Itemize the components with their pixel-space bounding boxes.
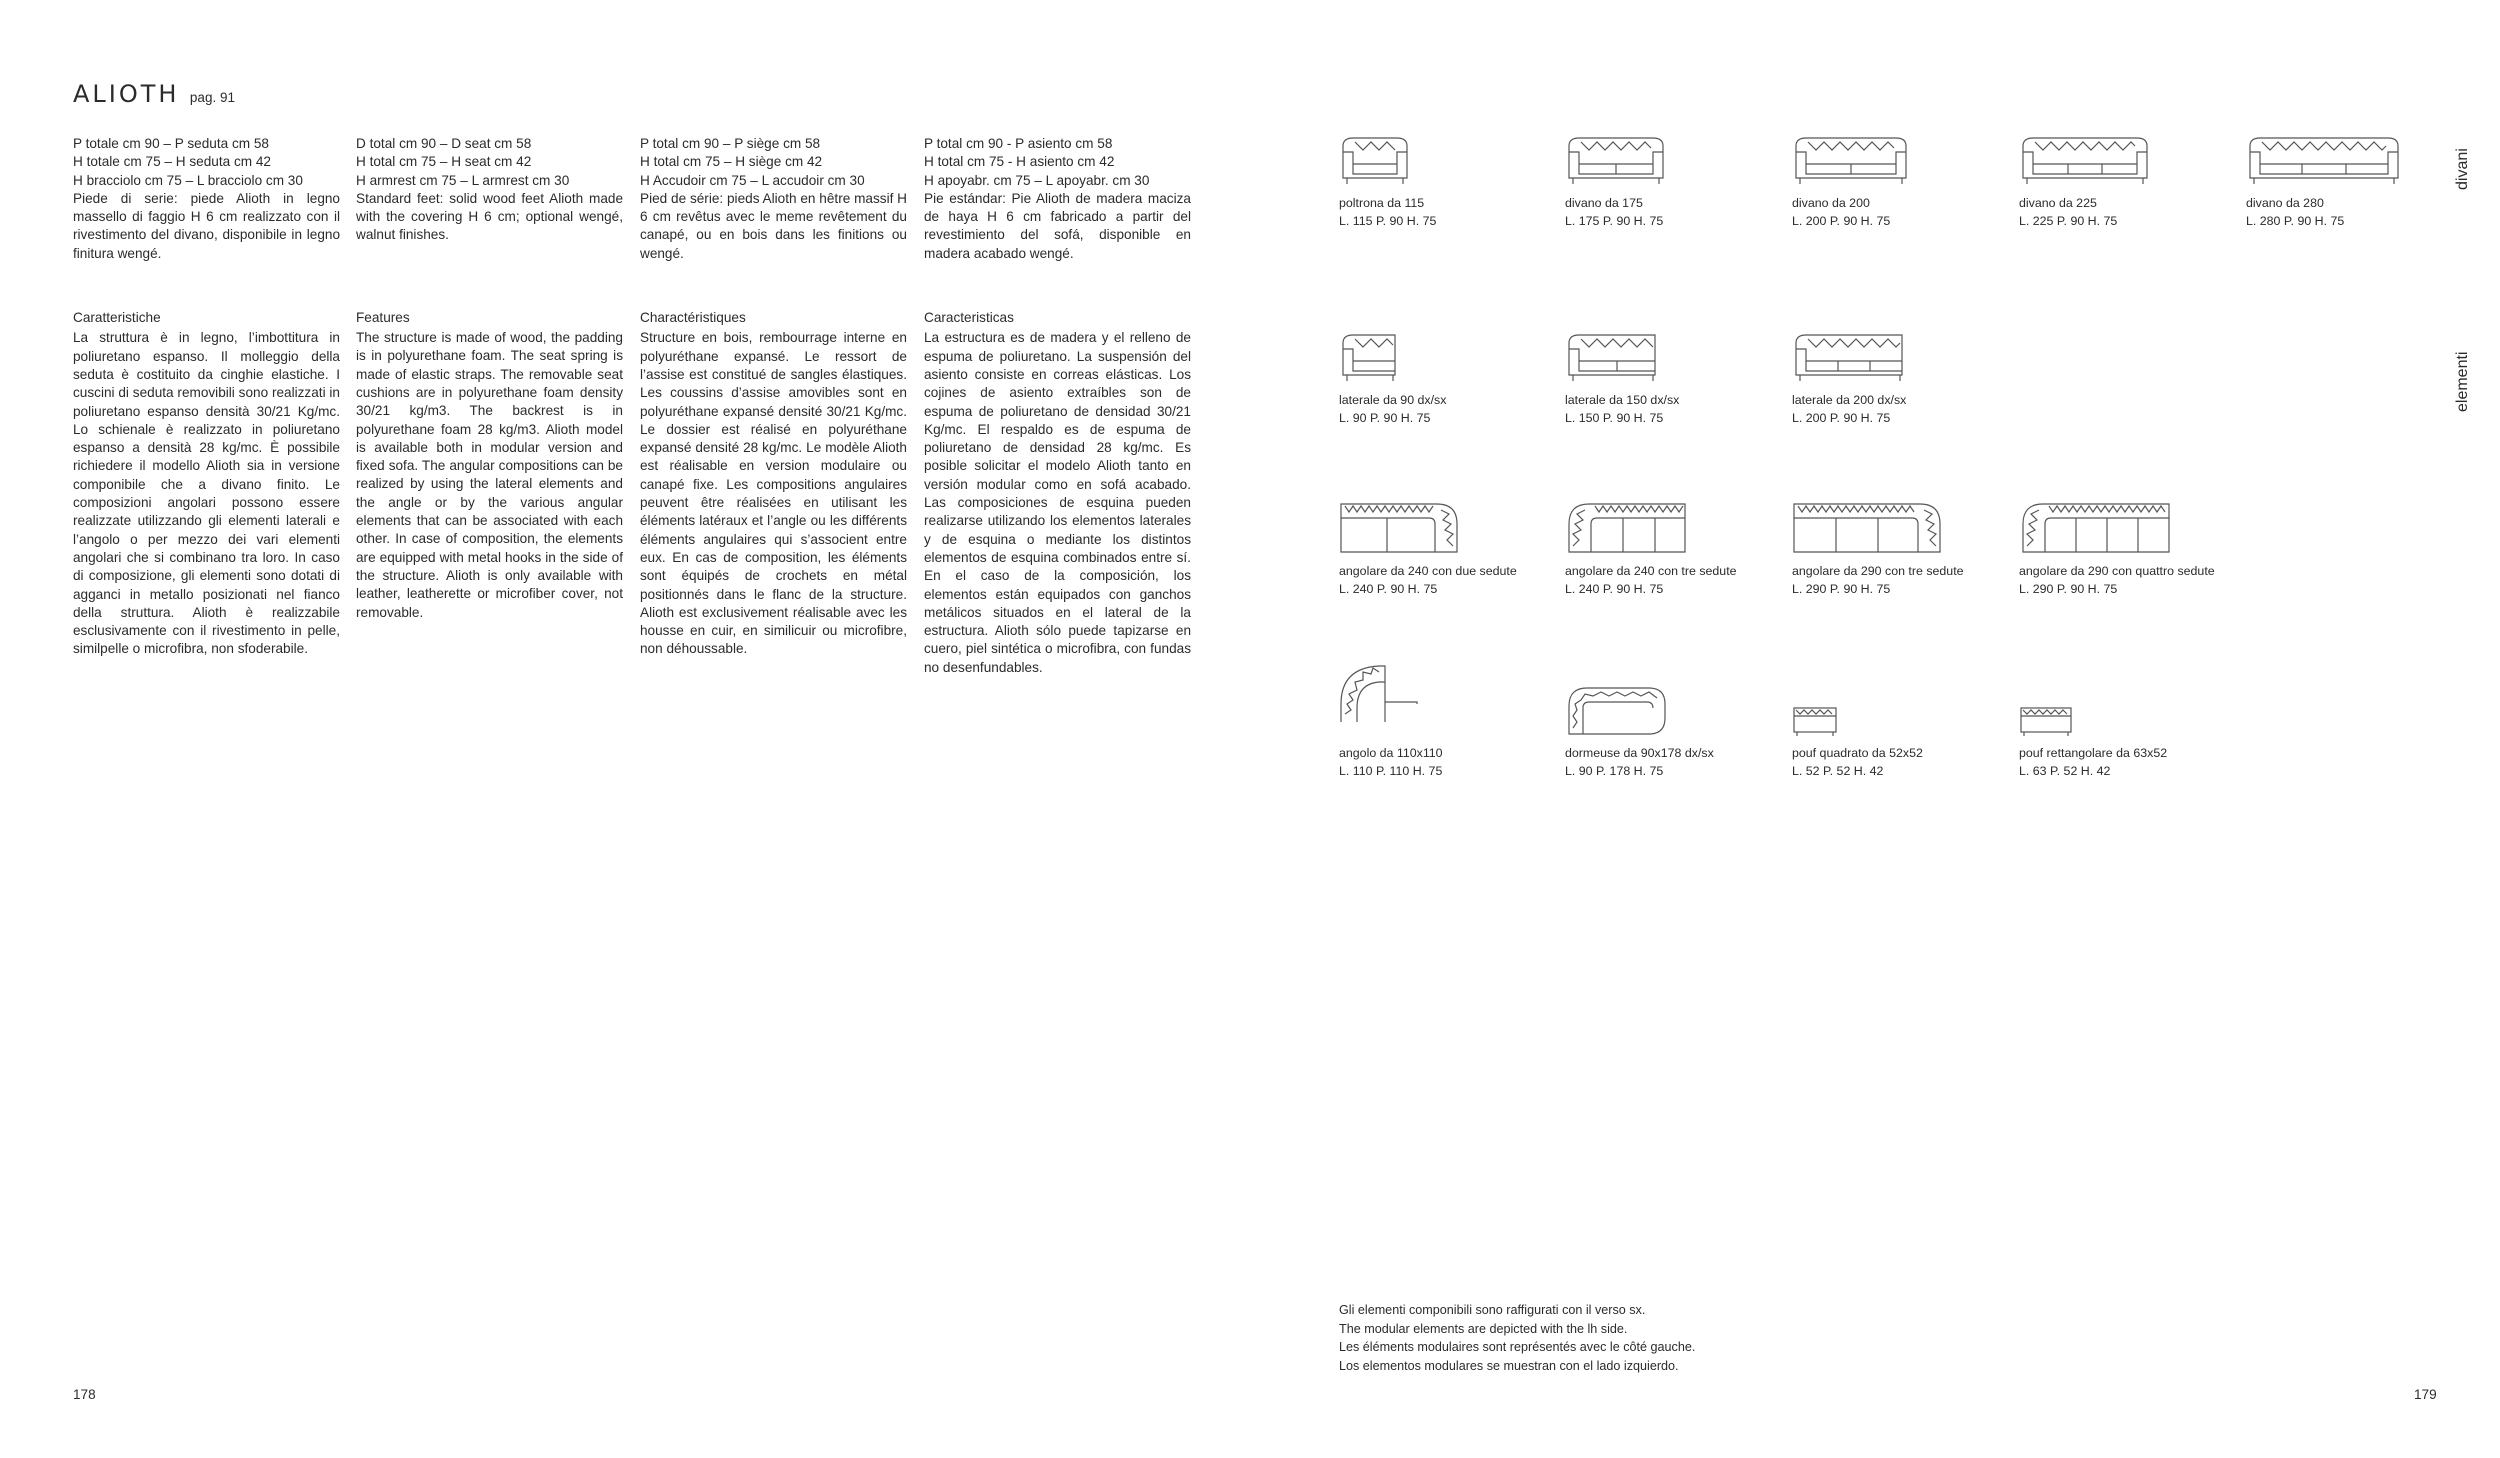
product-angolare-290-quattro [2019,500,2215,598]
chaise-plan-icon [1565,684,1669,736]
armchair-drawing-icon [1339,134,1411,186]
product-laterale-200 [1792,331,1906,427]
product-name: dormeuse da 90x178 dx/sx [1565,746,1714,760]
product-name: angolare da 290 con quattro sedute [2019,564,2215,578]
column-spanish [924,135,1191,677]
modular-note [1339,1301,1695,1375]
model-title: ALIOTH [73,80,180,108]
product-name: poltrona da 115 [1339,196,1425,210]
product-name: angolare da 290 con tre sedute [1792,564,1964,578]
product-dimensions: L. 200 P. 90 H. 75 [1792,214,1891,228]
product-dimensions: L. 115 P. 90 H. 75 [1339,214,1437,228]
angle-element-plan-icon [1339,664,1419,724]
spec-line: H bracciolo cm 75 – L bracciolo cm 30 [73,172,303,188]
note-line: Les éléments modulaires sont représentés avec le côté gauche. [1339,1340,1696,1354]
product-name: angolo da 110x110 [1339,746,1443,760]
product-divano-225 [2019,134,2117,230]
side-element-drawing-icon [1565,331,1661,383]
product-pouf-rettangolare [2019,704,2167,780]
product-angolo-110 [1339,664,1443,780]
spec-line: H total cm 75 – H seat cm 42 [356,154,532,170]
column-english [356,135,623,622]
product-dimensions: L. 240 P. 90 H. 75 [1565,582,1664,596]
product-divano-200 [1792,134,1890,230]
side-label-elementi: elementi [2454,351,2471,412]
product-dimensions: L. 63 P. 52 H. 42 [2019,764,2111,778]
corner-element-plan-icon [1565,500,1687,556]
spec-line: H total cm 75 - H asiento cm 42 [924,154,1115,170]
section-body: La struttura è in legno, l’imbottitura in poliuretano espanso. Il molleggio della seduta è costituito da cinghie elastiche. I cuscini di seduta removibili sono realizzati in poliuretano espanso densità 30/21 Kg/mc. Lo schienale è realizzato in poliuretano espanso a densità 28 kg/mc. È possibile richiedere il modello Alioth sia in versione componibile che a divano finito. Le composizioni angolari possono essere realizzate utilizzando gli elementi laterali e l’angolo o per mezzo dei vari elementi angolari che si combinano tra loro. In caso di composizione, gli elementi sono dotati di agganci in metallo posizionati nel fianco della struttura. Alioth è realizzabile esclusivamente con il rivestimento in pelle, similpelle o microfibra, non sfoderabile. [73,330,340,657]
note-line: Los elementos modulares se muestran con el lado izquierdo. [1339,1358,1679,1373]
note-line: The modular elements are depicted with the lh side. [1339,1321,1628,1336]
page-number-left: 178 [73,1387,96,1402]
product-name: pouf rettangolare da 63x52 [2019,746,2168,760]
product-name: divano da 200 [1792,196,1870,210]
sofa-drawing-icon [1792,134,1910,186]
spec-block [640,135,907,263]
spec-line: P total cm 90 – P siège cm 58 [640,136,821,151]
spec-block [73,135,340,263]
product-dimensions: L. 225 P. 90 H. 75 [2019,214,2118,228]
product-name: laterale da 150 dx/sx [1565,393,1680,407]
product-dimensions: L. 290 P. 90 H. 75 [2019,582,2118,596]
product-dimensions: L. 290 P. 90 H. 75 [1792,582,1891,596]
spec-body: Standard feet: solid wood feet Alioth made with the covering H 6 cm; optional wengé, walnut finishes. [356,190,623,243]
spec-block [356,135,623,245]
sofa-drawing-icon [2019,134,2151,186]
product-name: laterale da 200 dx/sx [1792,393,1907,407]
spec-line: H armrest cm 75 – L armrest cm 30 [356,172,570,188]
spec-body: Piede di serie: piede Alioth in legno massello di faggio H 6 cm realizzato con il rivestimento del divano, disponibile in legno finitura wengé. [73,190,340,261]
product-angolare-240-due [1339,500,1517,598]
section-heading: Caratteristiche [73,310,161,326]
product-poltrona-115 [1339,134,1436,230]
spec-line: H total cm 75 – H siège cm 42 [640,154,823,170]
product-angolare-240-tre [1565,500,1737,598]
product-divano-280 [2246,134,2344,230]
note-line: Gli elementi componibili sono raffigurati con il verso sx. [1339,1303,1646,1317]
product-dimensions: L. 90 P. 178 H. 75 [1565,764,1664,778]
product-dimensions: L. 240 P. 90 H. 75 [1339,582,1438,596]
product-dimensions: L. 52 P. 52 H. 42 [1792,764,1884,778]
product-dimensions: L. 200 P. 90 H. 75 [1792,411,1891,425]
product-angolare-290-tre [1792,500,1964,598]
product-name: divano da 175 [1565,196,1643,210]
product-name: divano da 280 [2246,196,2324,210]
spec-line: H totale cm 75 – H seduta cm 42 [73,154,271,170]
column-italian [73,135,340,659]
sofa-drawing-icon [2246,134,2402,186]
spec-body: Pie estándar: Pie Alioth de madera maciza de haya H 6 cm fabricado a partir del revestimiento del sofá, disponible en madera acabado wengé. [924,190,1191,261]
product-dimensions: L. 150 P. 90 H. 75 [1565,411,1664,425]
product-divano-175 [1565,134,1663,230]
page-number-right: 179 [2414,1387,2437,1402]
product-dormeuse [1565,684,1714,780]
pouf-drawing-icon [1792,704,1838,738]
product-dimensions: L. 110 P. 110 H. 75 [1339,764,1443,778]
section-heading: Charactéristiques [640,310,746,326]
product-dimensions: L. 280 P. 90 H. 75 [2246,214,2345,228]
section-body: Structure en bois, rembourrage interne en polyuréthane expansé. Le ressort de l’assise est constitué de sangles élastiques. Les coussins d’assise amovibles sont en polyuréthane expansé densité 30/21 Kg/mc. Le dossier est réalisé en polyuréthane expansé densité 28 kg/mc. Le modèle Alioth est réalisable en version modulaire ou canapé fixe. Les compositions angulaires peuvent être réalisées en utilisant les éléments latéraux et l’angle ou les différents éléments angulaires qui s’associent entre eux. En cas de composition, les éléments sont équipés de crochets en métal positionnés dans le flanc de la structure. Alioth est exclusivement réalisable avec les housse en cuir, en similicuir ou microfibre, non déhoussable. [640,330,907,657]
side-element-drawing-icon [1339,331,1401,383]
spec-line: H Accudoir cm 75 – L accudoir cm 30 [640,172,865,188]
column-french [640,135,907,659]
product-name: divano da 225 [2019,196,2097,210]
product-dimensions: L. 175 P. 90 H. 75 [1565,214,1664,228]
product-dimensions: L. 90 P. 90 H. 75 [1339,411,1431,425]
product-laterale-90 [1339,331,1446,427]
side-element-drawing-icon [1792,331,1908,383]
spec-body: Pied de série: pieds Alioth en hêtre massif H 6 cm revêtus avec le meme revêtement du canapé, ou en bois dans les finitions ou wengé. [640,190,907,261]
product-name: laterale da 90 dx/sx [1339,393,1447,407]
product-name: angolare da 240 con tre sedute [1565,564,1737,578]
corner-element-plan-icon [1792,500,1944,556]
side-label-divani: divani [2454,148,2471,190]
section-body: La estructura es de madera y el relleno de espuma de poliuretano. La suspensión del asiento consiste en correas elásticas. Los cojines de asiento extraíbles son de espuma de poliuretano de densidad 30/21 Kg/mc. El respaldo es de espuma de poliuretano de densidad 28 kg/mc. Es posible solicitar el modelo Alioth tanto en versión modular como en sofá acabado. Las composiciones de esquina pueden realizarse utilizando los elementos laterales y de esquina o mediante los distintos elementos de esquina combinados entre sí. En el caso de la composición, los elementos están equipados con ganchos metálicos situados en el lateral de la estructura. Alioth sólo puede tapizarse en cuero, piel sintética o microfibra, con fundas no desenfundables. [924,330,1191,675]
corner-element-plan-icon [1339,500,1461,556]
pouf-drawing-icon [2019,704,2073,738]
spec-line: D total cm 90 – D seat cm 58 [356,136,532,151]
corner-element-plan-icon [2019,500,2171,556]
section-body: The structure is made of wood, the padding is in polyurethane foam. The seat spring is made of elastic straps. The removable seat cushions are in polyurethane foam density 30/21 kg/m3. The backrest is in polyurethane foam 28 kg/m3. Alioth model is available both in modular version and fixed sofa. The angular compositions can be realized by using the lateral elements and the angle or by the various angular elements that can be associated with each other. In case of composition, the elements are equipped with metal hooks in the side of the structure. Alioth is only available with leather, leatherette or microfiber cover, not removable. [356,330,623,620]
page-title [73,80,235,108]
spec-line: P total cm 90 - P asiento cm 58 [924,136,1113,151]
spec-block [924,135,1191,263]
spec-line: P totale cm 90 – P seduta cm 58 [73,136,269,151]
section-heading: Caracteristicas [924,310,1014,326]
product-name: angolare da 240 con due sedute [1339,564,1517,578]
page-reference: pag. 91 [189,90,235,105]
sofa-drawing-icon [1565,134,1667,186]
spec-line: H apoyabr. cm 75 – L apoyabr. cm 30 [924,172,1150,188]
product-name: pouf quadrato da 52x52 [1792,746,1923,760]
product-pouf-quadrato [1792,704,1923,780]
section-heading: Features [356,309,410,325]
product-laterale-150 [1565,331,1679,427]
